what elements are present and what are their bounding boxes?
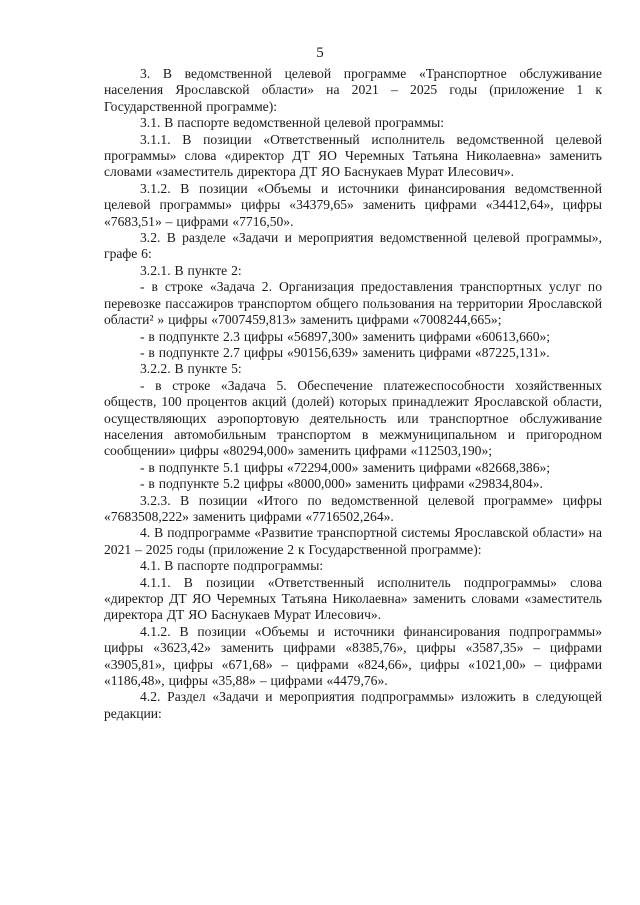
paragraph-3: 3. В ведомственной целевой программе «Транспортное обслуживание населения Ярославской области» на 2021 – 2025 годы (приложение 1 к Государственной программе): (104, 66, 602, 114)
paragraph-3-2-1: 3.2.1. В пункте 2: (140, 262, 242, 278)
paragraph-task-2: - в строке «Задача 2. Организация предоставления транспортных услуг по перевозке пассажиров транспортом общего пользования на территории Ярославской области² » цифры «7007459,813» заменить цифрами «7008244,665»; (104, 279, 602, 328)
paragraph-subitem-5-1: - в подпункте 5.1 цифры «72294,000» заменить цифрами «82668,386»; (140, 459, 551, 475)
paragraph-3-1-1: 3.1.1. В позиции «Ответственный исполнитель ведомственной целевой программы» слова «директор ДТ ЯО Черемных Татьяна Николаевна» заменить словами «заместитель директора ДТ ЯО Баснукаев Мурат Илесович». (104, 131, 602, 180)
paragraph-3-2-2: 3.2.2. В пункте 5: (140, 361, 242, 377)
paragraph-3-1-2: 3.1.2. В позиции «Объемы и источники финансирования ведомственной целевой программы» цифры «34379,65» заменить цифрами «34412,64», цифры «7683,51» – цифрами «7716,50». (104, 180, 602, 229)
paragraph-subitem-2-7: - в подпункте 2.7 цифры «90156,639» заменить цифрами «87225,131». (140, 344, 550, 360)
document-body (104, 66, 602, 722)
paragraph-3-1: 3.1. В паспорте ведомственной целевой программы: (140, 115, 445, 131)
paragraph-4: 4. В подпрограмме «Развитие транспортной системы Ярославской области» на 2021 – 2025 годы (приложение 2 к Государственной программе): (104, 525, 602, 557)
paragraph-4-1-1: 4.1.1. В позиции «Ответственный исполнитель подпрограммы» слова «директор ДТ ЯО Черемных Татьяна Николаевна» заменить словами «заместитель директора ДТ ЯО Баснукаев Мурат Илесович». (104, 574, 602, 623)
paragraph-subitem-2-3: - в подпункте 2.3 цифры «56897,300» заменить цифрами «60613,660»; (140, 328, 551, 344)
page-number: 5 (316, 45, 324, 61)
paragraph-subitem-5-2: - в подпункте 5.2 цифры «8000,000» заменить цифрами «29834,804». (140, 476, 543, 492)
paragraph-4-1: 4.1. В паспорте подпрограммы: (140, 558, 324, 574)
paragraph-3-2: 3.2. В разделе «Задачи и мероприятия ведомственной целевой программы», графе 6: (104, 230, 602, 262)
paragraph-3-2-3: 3.2.3. В позиции «Итого по ведомственной целевой программе» цифры «7683508,222» заменить цифрами «7716502,264». (104, 492, 602, 524)
paragraph-4-2: 4.2. Раздел «Задачи и мероприятия подпрограммы» изложить в следующей редакции: (104, 689, 602, 721)
paragraph-task-5: - в строке «Задача 5. Обеспечение платежеспособности хозяйственных обществ, 100 процентов акций (долей) которых принадлежит Ярославской области, осуществляющих аэропортовую деятельность или транспортное обслуживание населения автомобильным транспортом в межмуниципальном и пригородном сообщении» цифры «80294,000» заменить цифрами «112503,190»; (104, 377, 602, 459)
paragraph-4-1-2: 4.1.2. В позиции «Объемы и источники финансирования подпрограммы» цифры «3623,42» заменить цифрами «8385,76», цифры «3587,35» – цифрами «3905,81», цифры «671,68» – цифрами «824,66», цифры «1021,00» – цифрами «1186,48», цифры «35,88» – цифрами «4479,76». (104, 623, 602, 689)
